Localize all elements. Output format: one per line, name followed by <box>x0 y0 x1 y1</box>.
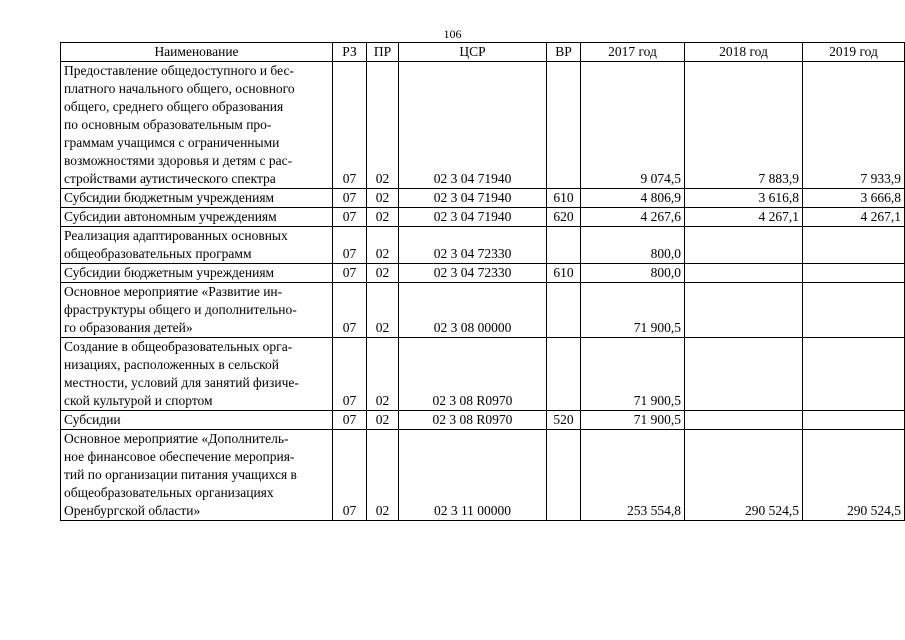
row-name-line: Субсидии <box>64 412 121 427</box>
table-row <box>61 283 905 338</box>
row-name <box>61 430 333 521</box>
row-pr: 02 <box>367 208 399 227</box>
row-2018 <box>685 411 803 430</box>
row-2017: 71 900,5 <box>581 283 685 338</box>
row-name-line: общеобразовательных организациях <box>64 485 274 500</box>
row-name-line: общеобразовательных программ <box>64 246 252 261</box>
row-name <box>61 264 333 283</box>
row-csr: 02 3 04 71940 <box>399 62 547 189</box>
table-row <box>61 208 905 227</box>
row-2019: 290 524,5 <box>803 430 905 521</box>
row-name <box>61 338 333 411</box>
row-name-line: Реализация адаптированных основных <box>64 228 288 243</box>
row-name-line: платного начального общего, основного <box>64 81 295 96</box>
header-2018: 2018 год <box>685 43 803 62</box>
budget-table <box>60 42 905 521</box>
row-pr: 02 <box>367 62 399 189</box>
header-rz: РЗ <box>333 43 367 62</box>
row-csr: 02 3 04 71940 <box>399 208 547 227</box>
row-pr: 02 <box>367 227 399 264</box>
row-name-line: возможностями здоровья и детям с рас- <box>64 153 293 168</box>
row-name <box>61 208 333 227</box>
row-2019 <box>803 283 905 338</box>
row-vr: 610 <box>547 189 581 208</box>
row-rz: 07 <box>333 189 367 208</box>
row-rz: 07 <box>333 338 367 411</box>
header-2017: 2017 год <box>581 43 685 62</box>
row-name-line: ное финансовое обеспечение мероприя- <box>64 449 295 464</box>
row-name-line: Субсидии бюджетным учреждениям <box>64 265 275 280</box>
row-rz: 07 <box>333 227 367 264</box>
row-vr <box>547 227 581 264</box>
row-2017: 9 074,5 <box>581 62 685 189</box>
row-name-line: стройствами аутистического спектра <box>64 171 276 186</box>
table-row <box>61 430 905 521</box>
header-pr: ПР <box>367 43 399 62</box>
row-2017: 4 267,6 <box>581 208 685 227</box>
table-row <box>61 189 905 208</box>
row-2019: 3 666,8 <box>803 189 905 208</box>
row-name-line: Основное мероприятие «Дополнитель- <box>64 431 289 446</box>
row-2017: 71 900,5 <box>581 411 685 430</box>
row-name-line: по основным образовательным про- <box>64 117 272 132</box>
row-2019: 7 933,9 <box>803 62 905 189</box>
row-name-line: общего, среднего общего образования <box>64 99 284 114</box>
row-csr: 02 3 08 R0970 <box>399 411 547 430</box>
page-number: 106 <box>443 27 462 41</box>
row-vr: 620 <box>547 208 581 227</box>
row-rz: 07 <box>333 411 367 430</box>
row-csr: 02 3 04 72330 <box>399 227 547 264</box>
row-name-line: ской культурой и спортом <box>64 393 213 408</box>
table-row <box>61 227 905 264</box>
row-2017: 71 900,5 <box>581 338 685 411</box>
header-row <box>61 43 905 62</box>
table-body <box>61 62 905 521</box>
row-csr: 02 3 04 71940 <box>399 189 547 208</box>
header-name: Наименование <box>61 43 333 62</box>
row-vr <box>547 338 581 411</box>
row-name <box>61 227 333 264</box>
row-rz: 07 <box>333 283 367 338</box>
row-2017: 800,0 <box>581 264 685 283</box>
row-2018 <box>685 227 803 264</box>
row-name-line: граммам учащимся с ограниченными <box>64 135 280 150</box>
row-2017: 253 554,8 <box>581 430 685 521</box>
row-2017: 800,0 <box>581 227 685 264</box>
row-2019: 4 267,1 <box>803 208 905 227</box>
row-vr <box>547 430 581 521</box>
row-pr: 02 <box>367 411 399 430</box>
row-name-line: низациях, расположенных в сельской <box>64 357 280 372</box>
row-rz: 07 <box>333 264 367 283</box>
row-name <box>61 411 333 430</box>
row-name <box>61 62 333 189</box>
row-vr: 520 <box>547 411 581 430</box>
row-name-line: тий по организации питания учащихся в <box>64 467 297 482</box>
row-rz: 07 <box>333 208 367 227</box>
row-csr: 02 3 11 00000 <box>399 430 547 521</box>
header-csr: ЦСР <box>399 43 547 62</box>
row-pr: 02 <box>367 430 399 521</box>
row-csr: 02 3 08 00000 <box>399 283 547 338</box>
row-2019 <box>803 338 905 411</box>
row-pr: 02 <box>367 264 399 283</box>
row-2018 <box>685 283 803 338</box>
row-2017: 4 806,9 <box>581 189 685 208</box>
header-vr: ВР <box>547 43 581 62</box>
row-2018: 4 267,1 <box>685 208 803 227</box>
row-pr: 02 <box>367 338 399 411</box>
row-2018: 290 524,5 <box>685 430 803 521</box>
table-row <box>61 264 905 283</box>
row-csr: 02 3 04 72330 <box>399 264 547 283</box>
row-name-line: Предоставление общедоступного и бес- <box>64 63 294 78</box>
row-name-line: Субсидии автономным учреждениям <box>64 209 277 224</box>
table-row <box>61 338 905 411</box>
row-name-line: Основное мероприятие «Развитие ин- <box>64 284 283 299</box>
row-name-line: Создание в общеобразовательных орга- <box>64 339 293 354</box>
row-2019 <box>803 264 905 283</box>
row-name-line: местности, условий для занятий физиче- <box>64 375 299 390</box>
row-name-line: Оренбургской области» <box>64 503 201 518</box>
row-name <box>61 283 333 338</box>
row-vr <box>547 283 581 338</box>
table-row <box>61 62 905 189</box>
row-2018 <box>685 264 803 283</box>
row-2018 <box>685 338 803 411</box>
row-pr: 02 <box>367 189 399 208</box>
table-row <box>61 411 905 430</box>
row-rz: 07 <box>333 430 367 521</box>
header-2019: 2019 год <box>803 43 905 62</box>
row-2018: 7 883,9 <box>685 62 803 189</box>
row-name-line: фраструктуры общего и дополнительно- <box>64 302 297 317</box>
row-rz: 07 <box>333 62 367 189</box>
row-2019 <box>803 411 905 430</box>
row-name-line: Субсидии бюджетным учреждениям <box>64 190 275 205</box>
row-2018: 3 616,8 <box>685 189 803 208</box>
row-vr: 610 <box>547 264 581 283</box>
row-pr: 02 <box>367 283 399 338</box>
row-2019 <box>803 227 905 264</box>
row-name <box>61 189 333 208</box>
row-vr <box>547 62 581 189</box>
row-name-line: го образования детей» <box>64 320 193 335</box>
row-csr: 02 3 08 R0970 <box>399 338 547 411</box>
